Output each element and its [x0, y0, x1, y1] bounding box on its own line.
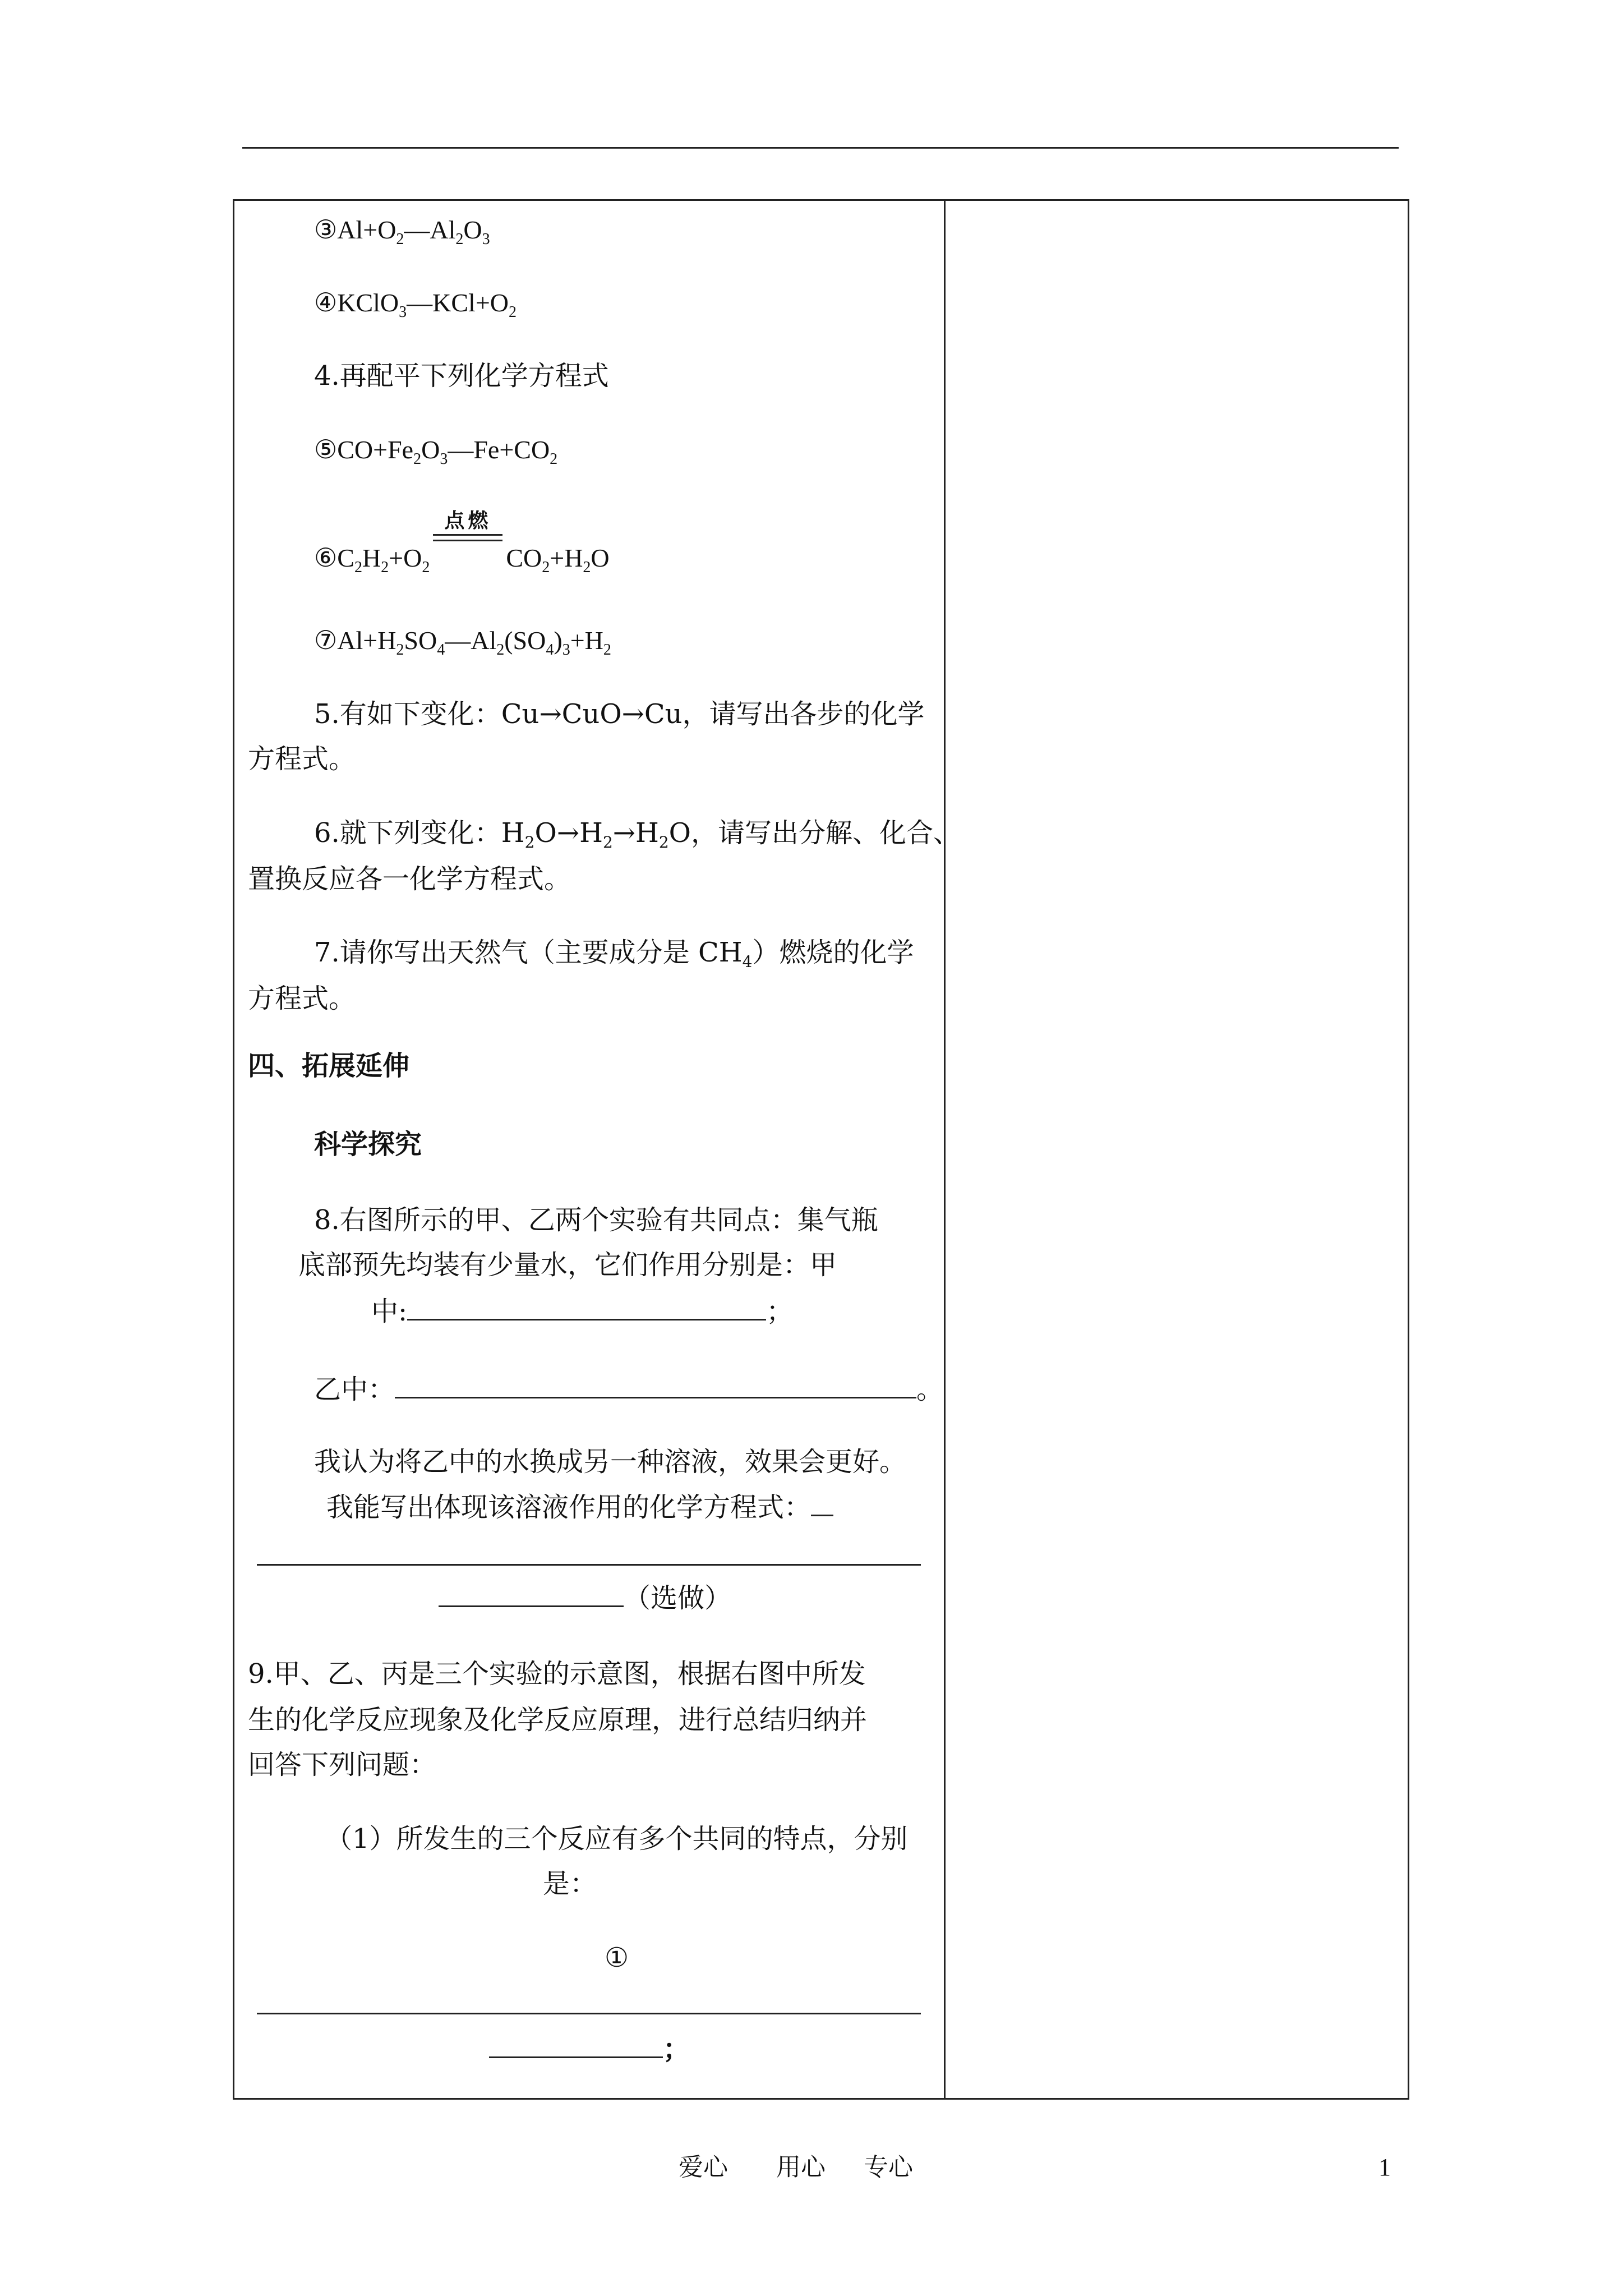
equation-6: $⑥C_2H_2+O_2$ 点燃 $CO_2+H_2O$ — [314, 509, 610, 576]
question-8-line-7: （选做） — [439, 1581, 731, 1615]
page-number: 1 — [1378, 2154, 1391, 2181]
question-9-line-1: 9.甲、乙、丙是三个实验的示意图，根据右图中所发 — [248, 1658, 866, 1690]
question-9-line-3: 回答下列问题： — [248, 1749, 437, 1780]
question-8-line-3: 中: ； — [371, 1294, 793, 1328]
question-8-line-4: 乙中： 。 — [314, 1372, 943, 1406]
question-8-line-6: 我能写出体现该溶液作用的化学方程式： — [326, 1490, 833, 1524]
equation-4: $④KClO_3—KCl+O_2$ — [314, 288, 517, 321]
question-8-line-1: 8.右图所示的甲、乙两个实验有共同点：集气瓶 — [314, 1204, 878, 1236]
equation-3: $③Al+O_2—Al_2O_3$ — [314, 215, 490, 248]
question-5-line-2: 方程式。 — [248, 743, 356, 775]
question-9-sub1-line-2: 是： — [543, 1868, 597, 1899]
footer-right: 专心 — [864, 2153, 913, 2182]
question-9-item-1: ① — [605, 1942, 629, 1973]
footer-left: 爱心 — [679, 2153, 728, 2182]
answer-blank-jia[interactable] — [407, 1294, 766, 1320]
question-6-line-1: 6.就下列变化：$H_2O\to H_2\to H_2O$，请写出分解、化合、 — [314, 817, 961, 852]
question-9-item-1-end: ； — [489, 2032, 690, 2066]
question-4-text: 4.再配平下列化学方程式 — [314, 360, 609, 392]
table-column-divider — [944, 199, 946, 2100]
section-heading: 四、拓展延伸 — [248, 1050, 410, 1082]
question-8-line-5: 我认为将乙中的水换成另一种溶液，效果会更好。 — [314, 1446, 907, 1478]
answer-line-item-1[interactable] — [257, 2013, 921, 2014]
question-9-sub1-line-1: （1）所发生的三个反应有多个共同的特点，分别 — [325, 1823, 908, 1855]
equation-7: $⑦Al+H_2SO_4—Al_2(SO_4)_3+H_2$ — [314, 626, 611, 659]
subsection-heading: 科学探究 — [314, 1129, 422, 1160]
header-rule — [242, 147, 1399, 149]
answer-blank-yi[interactable] — [395, 1372, 916, 1398]
answer-blank-start — [811, 1490, 833, 1516]
question-9-line-2: 生的化学反应现象及化学反应原理，进行总结归纳并 — [248, 1704, 868, 1736]
reaction-condition: 点燃 — [430, 533, 506, 567]
answer-line-equation[interactable] — [257, 1564, 921, 1566]
question-8-line-2: 底部预先均装有少量水，它们作用分别是：甲 — [298, 1249, 837, 1281]
question-6-line-2: 置换反应各一化学方程式。 — [248, 863, 571, 895]
equation-5: $⑤CO+Fe_2O_3—Fe+CO_2$ — [314, 435, 558, 468]
question-7-line-1: 7.请你写出天然气（主要成分是 $CH_4$）燃烧的化学 — [314, 937, 914, 971]
answer-blank-item-1-end[interactable] — [489, 2032, 663, 2058]
question-7-line-2: 方程式。 — [248, 983, 356, 1014]
question-5-line-1: 5.有如下变化：Cu→CuO→Cu，请写出各步的化学 — [314, 698, 925, 730]
answer-blank-equation-end[interactable] — [439, 1581, 624, 1607]
footer-middle: 用心 — [776, 2153, 826, 2182]
